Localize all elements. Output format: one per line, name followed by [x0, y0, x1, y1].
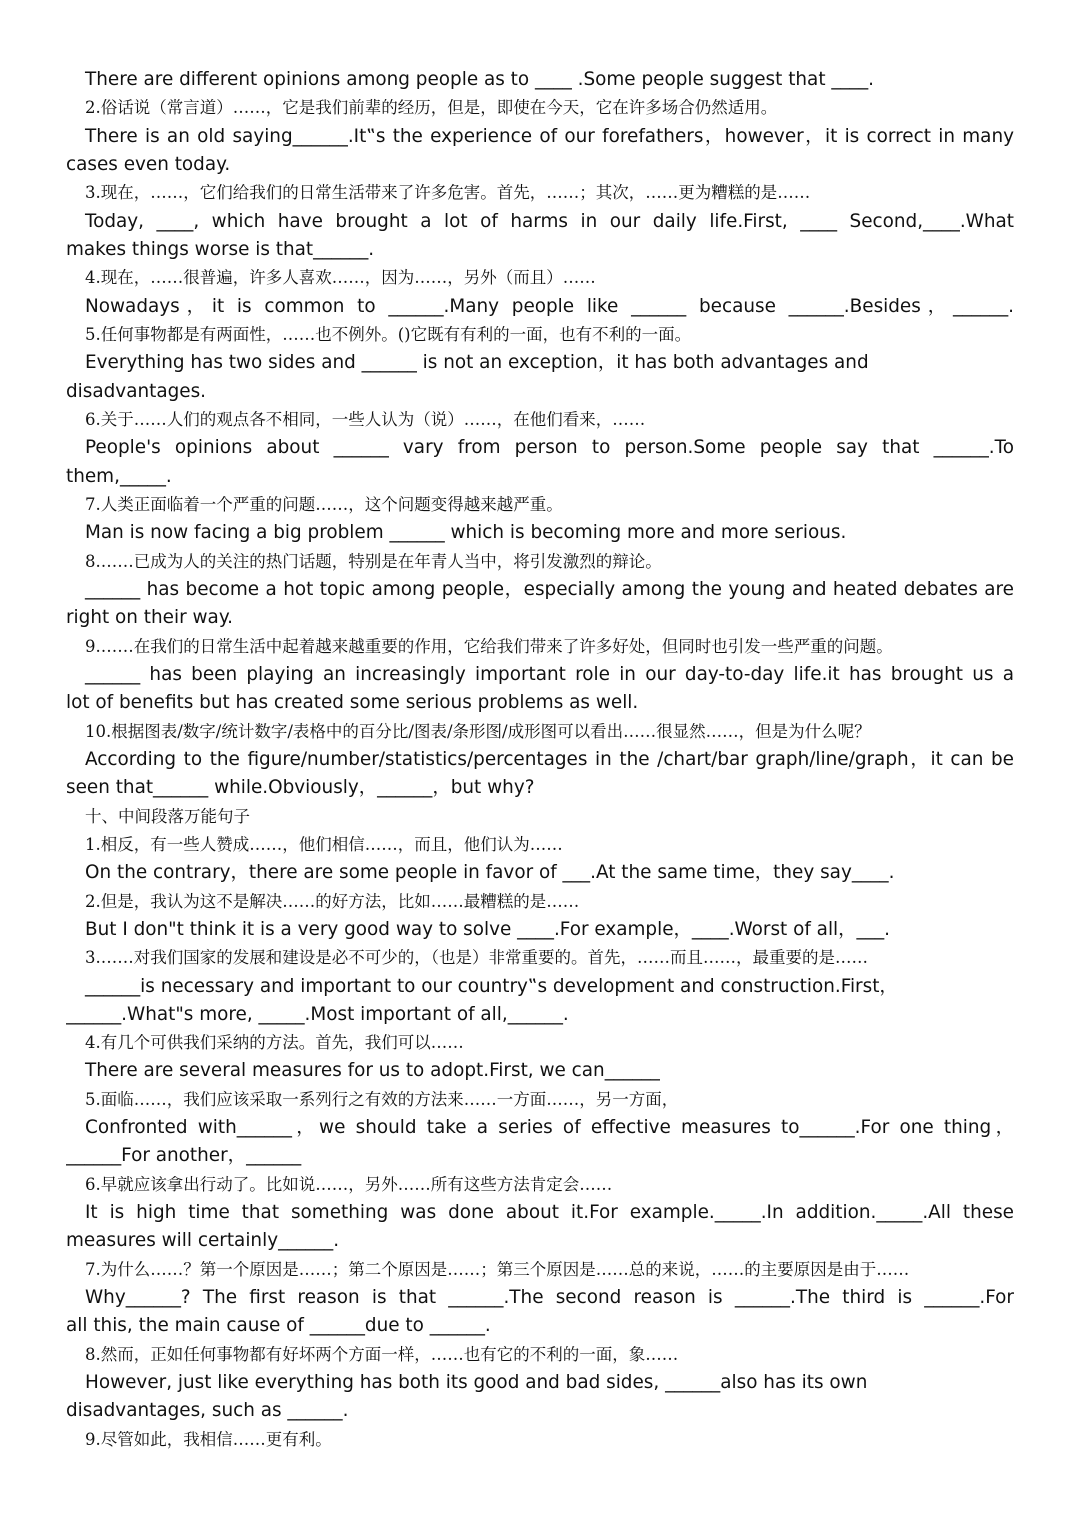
english-text-line: Why______? The first reason is that ______.The second reason is ______.The third is ______.For: [85, 1287, 1014, 1309]
chinese-text-line: 4.有几个可供我们采纳的方法。首先，我们可以……: [85, 1033, 464, 1053]
chinese-text-line: 3.现在，……，它们给我们的日常生活带来了许多危害。首先，……；其次，……更为糟糕的是……: [85, 183, 811, 203]
english-text-line: On the contrary，there are some people in favor of ___.At the same time，they say____.: [85, 862, 895, 884]
chinese-text-line: 2.俗话说（常言道）……，它是我们前辈的经历，但是，即使在今天，它在许多场合仍然适用。: [85, 98, 778, 118]
chinese-text-line: 8.然而，正如任何事物都有好坏两个方面一样，……也有它的不利的一面，象……: [85, 1344, 679, 1364]
chinese-text-line: 8.……已成为人的关注的热门话题，特别是在年青人当中，将引发激烈的辩论。: [85, 551, 662, 571]
english-text-line: People's opinions about ______ vary from person to person.Some people say that ______.To: [85, 437, 1014, 459]
chinese-text-line: 1.相反，有一些人赞成……，他们相信……，而且，他们认为……: [85, 834, 563, 854]
english-text-line: ______.What"s more, _____.Most important of all,______.: [66, 1003, 569, 1025]
chinese-text-line: 6.早就应该拿出行动了。比如说……，另外……所有这些方法肯定会……: [85, 1174, 613, 1194]
document-page: [0, 66, 1080, 1454]
english-text-line: ______ has been playing an increasingly important role in our day-to-day life.it has brought us a: [85, 663, 1014, 685]
english-text-line: disadvantages, such as ______.: [66, 1400, 349, 1422]
english-text-line: all this, the main cause of ______due to ______.: [66, 1315, 491, 1337]
english-text-line: ______For another，______: [66, 1145, 302, 1167]
chinese-text-line: 5.任何事物都是有两面性，……也不例外。()它既有有利的一面，也有不利的一面。: [85, 324, 692, 344]
english-text-line: Today, ____, which have brought a lot of harms in our daily life.First, ____ Second,____.What: [85, 210, 1014, 232]
english-text-line: Man is now facing a big problem ______ which is becoming more and more serious.: [85, 522, 847, 544]
english-text-line: Nowadays，it is common to ______.Many people like ______ because ______.Besides，______.: [85, 295, 1014, 317]
chinese-text-line: 7.为什么……？第一个原因是……；第二个原因是……；第三个原因是……总的来说，……的主要原因是由于……: [85, 1259, 910, 1279]
english-text-line: seen that______ while.Obviously，______，but why?: [66, 777, 535, 799]
english-text-line: But I don"t think it is a very good way to solve ____.For example，____.Worst of all，___.: [85, 918, 890, 940]
chinese-text-line: 4.现在，……很普遍，许多人喜欢……，因为……，另外（而且）……: [85, 268, 596, 288]
english-text-line: However, just like everything has both its good and bad sides, ______also has its own: [85, 1372, 868, 1394]
chinese-text-line: 9.尽管如此，我相信……更有利。: [85, 1429, 332, 1449]
english-text-line: Confronted with______，we should take a series of effective measures to______.For one thing，: [85, 1117, 1014, 1139]
english-text-line: ______is necessary and important to our country‟s development and construction.First，: [85, 975, 898, 997]
chinese-text-line: 十、中间段落万能句子: [85, 806, 250, 826]
english-text-line: Everything has two sides and ______ is not an exception，it has both advantages and: [85, 352, 869, 374]
english-text-line: measures will certainly______.: [66, 1230, 340, 1252]
chinese-text-line: 6.关于……人们的观点各不相同，一些人认为（说）……，在他们看来，……: [85, 409, 646, 429]
chinese-text-line: 3.……对我们国家的发展和建设是必不可少的，（也是）非常重要的。首先，……而且……，最重要的是……: [85, 948, 868, 968]
english-text-line: disadvantages.: [66, 380, 207, 402]
english-text-line: right on their way.: [66, 607, 233, 629]
english-text-line: cases even today.: [66, 153, 231, 175]
english-text-line: lot of benefits but has created some serious problems as well.: [66, 692, 639, 714]
english-text-line: ______ has become a hot topic among people，especially among the young and heated debates are: [85, 578, 1014, 600]
chinese-text-line: 9.……在我们的日常生活中起着越来越重要的作用，它给我们带来了许多好处，但同时也引发一些严重的问题。: [85, 636, 893, 656]
english-text-line: There is an old saying______.It‟s the experience of our forefathers，however，it is correct in many: [85, 125, 1014, 147]
english-text-line: It is high time that something was done about it.For example._____.In addition._____.All these: [85, 1202, 1014, 1224]
english-text-line: According to the figure/number/statistics/percentages in the /chart/bar graph/line/graph，it can be: [85, 748, 1014, 770]
english-text-line: them,_____.: [66, 465, 172, 487]
chinese-text-line: 2.但是，我认为这不是解决……的好方法，比如……最糟糕的是……: [85, 891, 580, 911]
chinese-text-line: 7.人类正面临着一个严重的问题……，这个问题变得越来越严重。: [85, 494, 563, 514]
chinese-text-line: 10.根据图表/数字/统计数字/表格中的百分比/图表/条形图/成形图可以看出……很显然……，但是为什么呢？: [85, 721, 871, 741]
english-text-line: There are several measures for us to adopt.First, we can______: [85, 1060, 660, 1082]
chinese-text-line: 5.面临……，我们应该采取一系列行之有效的方法来……一方面……，另一方面，: [85, 1089, 679, 1109]
english-text-line: makes things worse is that______.: [66, 238, 375, 260]
english-text-line: There are different opinions among people as to ____ .Some people suggest that ____.: [85, 69, 875, 90]
